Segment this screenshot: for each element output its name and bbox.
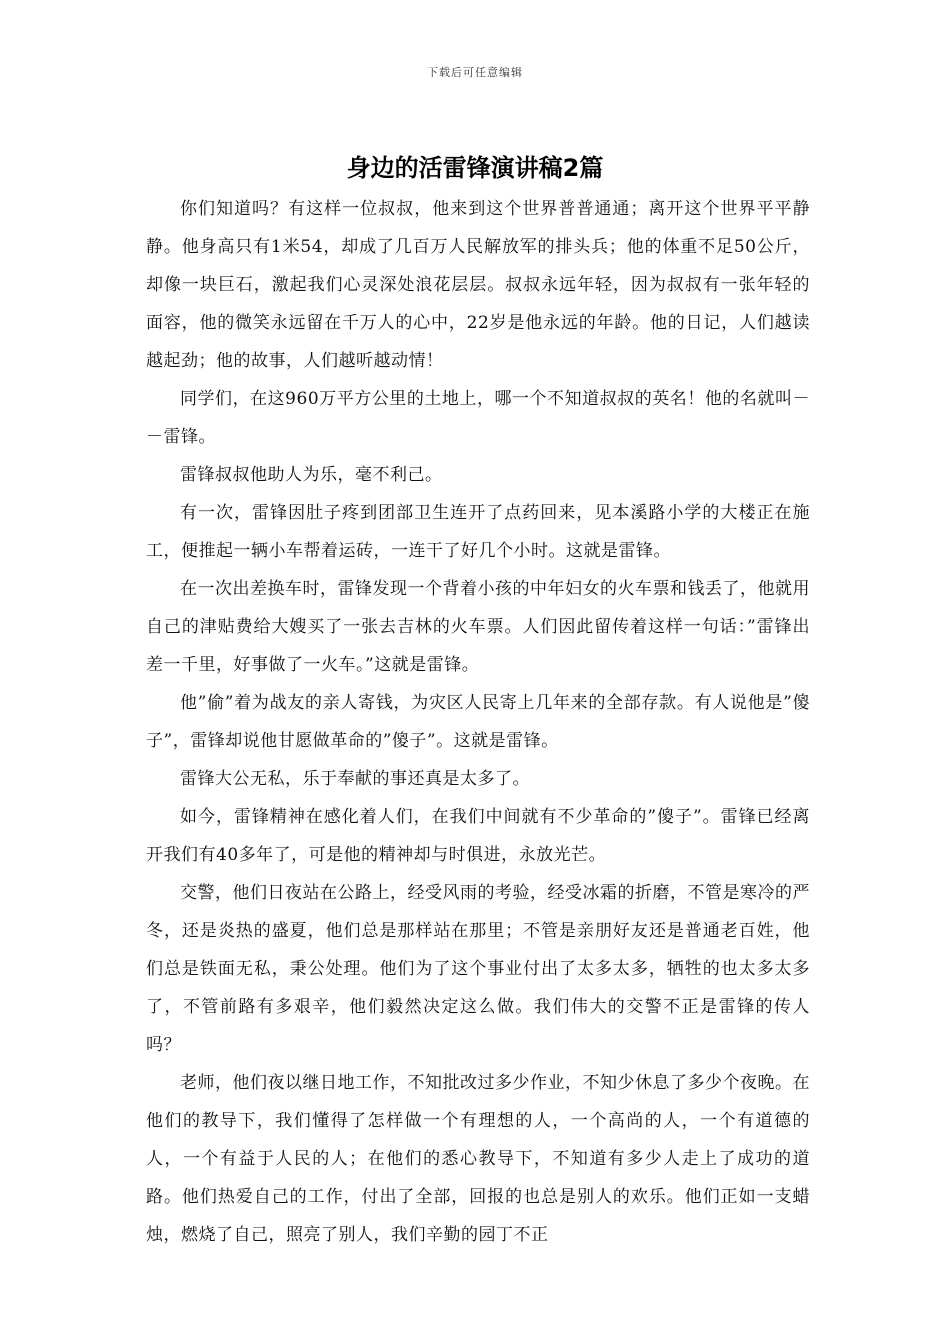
header-note: 下载后可任意编辑	[427, 66, 523, 79]
paragraph: 他”偷”着为战友的亲人寄钱，为灾区人民寄上几年来的全部存款。有人说他是”傻子”，雷锋却说他甘愿做革命的”傻子”。这就是雷锋。	[146, 693, 810, 751]
paragraph: 有一次，雷锋因肚子疼到团部卫生连开了点药回来，见本溪路小学的大楼正在施工，便推起一辆小车帮着运砖，一连干了好几个小时。这就是雷锋。	[146, 503, 810, 561]
paragraph: 雷锋大公无私，乐于奉献的事还真是太多了。	[180, 769, 530, 789]
document-body	[146, 190, 810, 1254]
document-title: 身边的活雷锋演讲稿2篇	[346, 154, 604, 182]
paragraph: 你们知道吗？有这样一位叔叔，他来到这个世界普普通通；离开这个世界平平静静。他身高只有1米54，却成了几百万人民解放军的排头兵；他的体重不足50公斤，却像一块巨石，激起我们心灵深处浪花层层。叔叔永远年轻，因为叔叔有一张年轻的面容，他的微笑永远留在千万人的心中，22岁是他永远的年龄。他的日记，人们越读越起劲；他的故事，人们越听越动情！	[146, 199, 810, 371]
paragraph: 在一次出差换车时，雷锋发现一个背着小孩的中年妇女的火车票和钱丢了，他就用自己的津贴费给大嫂买了一张去吉林的火车票。人们因此留传着这样一句话：”雷锋出差一千里，好事做了一火车。”这就是雷锋。	[146, 579, 810, 675]
paragraph: 老师，他们夜以继日地工作，不知批改过多少作业，不知少休息了多少个夜晚。在他们的教导下，我们懂得了怎样做一个有理想的人，一个高尚的人，一个有道德的人，一个有益于人民的人；在他们的悉心教导下，不知道有多少人走上了成功的道路。他们热爱自己的工作，付出了全部，回报的也总是别人的欢乐。他们正如一支蜡烛，燃烧了自己，照亮了别人，我们辛勤的园丁不正	[146, 1073, 810, 1245]
paragraph: 交警，他们日夜站在公路上，经受风雨的考验，经受冰霜的折磨，不管是寒冷的严冬，还是炎热的盛夏，他们总是那样站在那里；不管是亲朋好友还是普通老百姓，他们总是铁面无私，秉公处理。他们为了这个事业付出了太多太多，牺牲的也太多太多了，不管前路有多艰辛，他们毅然决定这么做。我们伟大的交警不正是雷锋的传人吗？	[146, 883, 810, 1055]
paragraph: 雷锋叔叔他助人为乐，毫不利己。	[180, 465, 443, 485]
paragraph: 如今，雷锋精神在感化着人们，在我们中间就有不少革命的”傻子”。雷锋已经离开我们有40多年了，可是他的精神却与时俱进，永放光芒。	[146, 807, 810, 865]
paragraph: 同学们，在这960万平方公里的土地上，哪一个不知道叔叔的英名！他的名就叫－－雷锋。	[146, 389, 810, 447]
